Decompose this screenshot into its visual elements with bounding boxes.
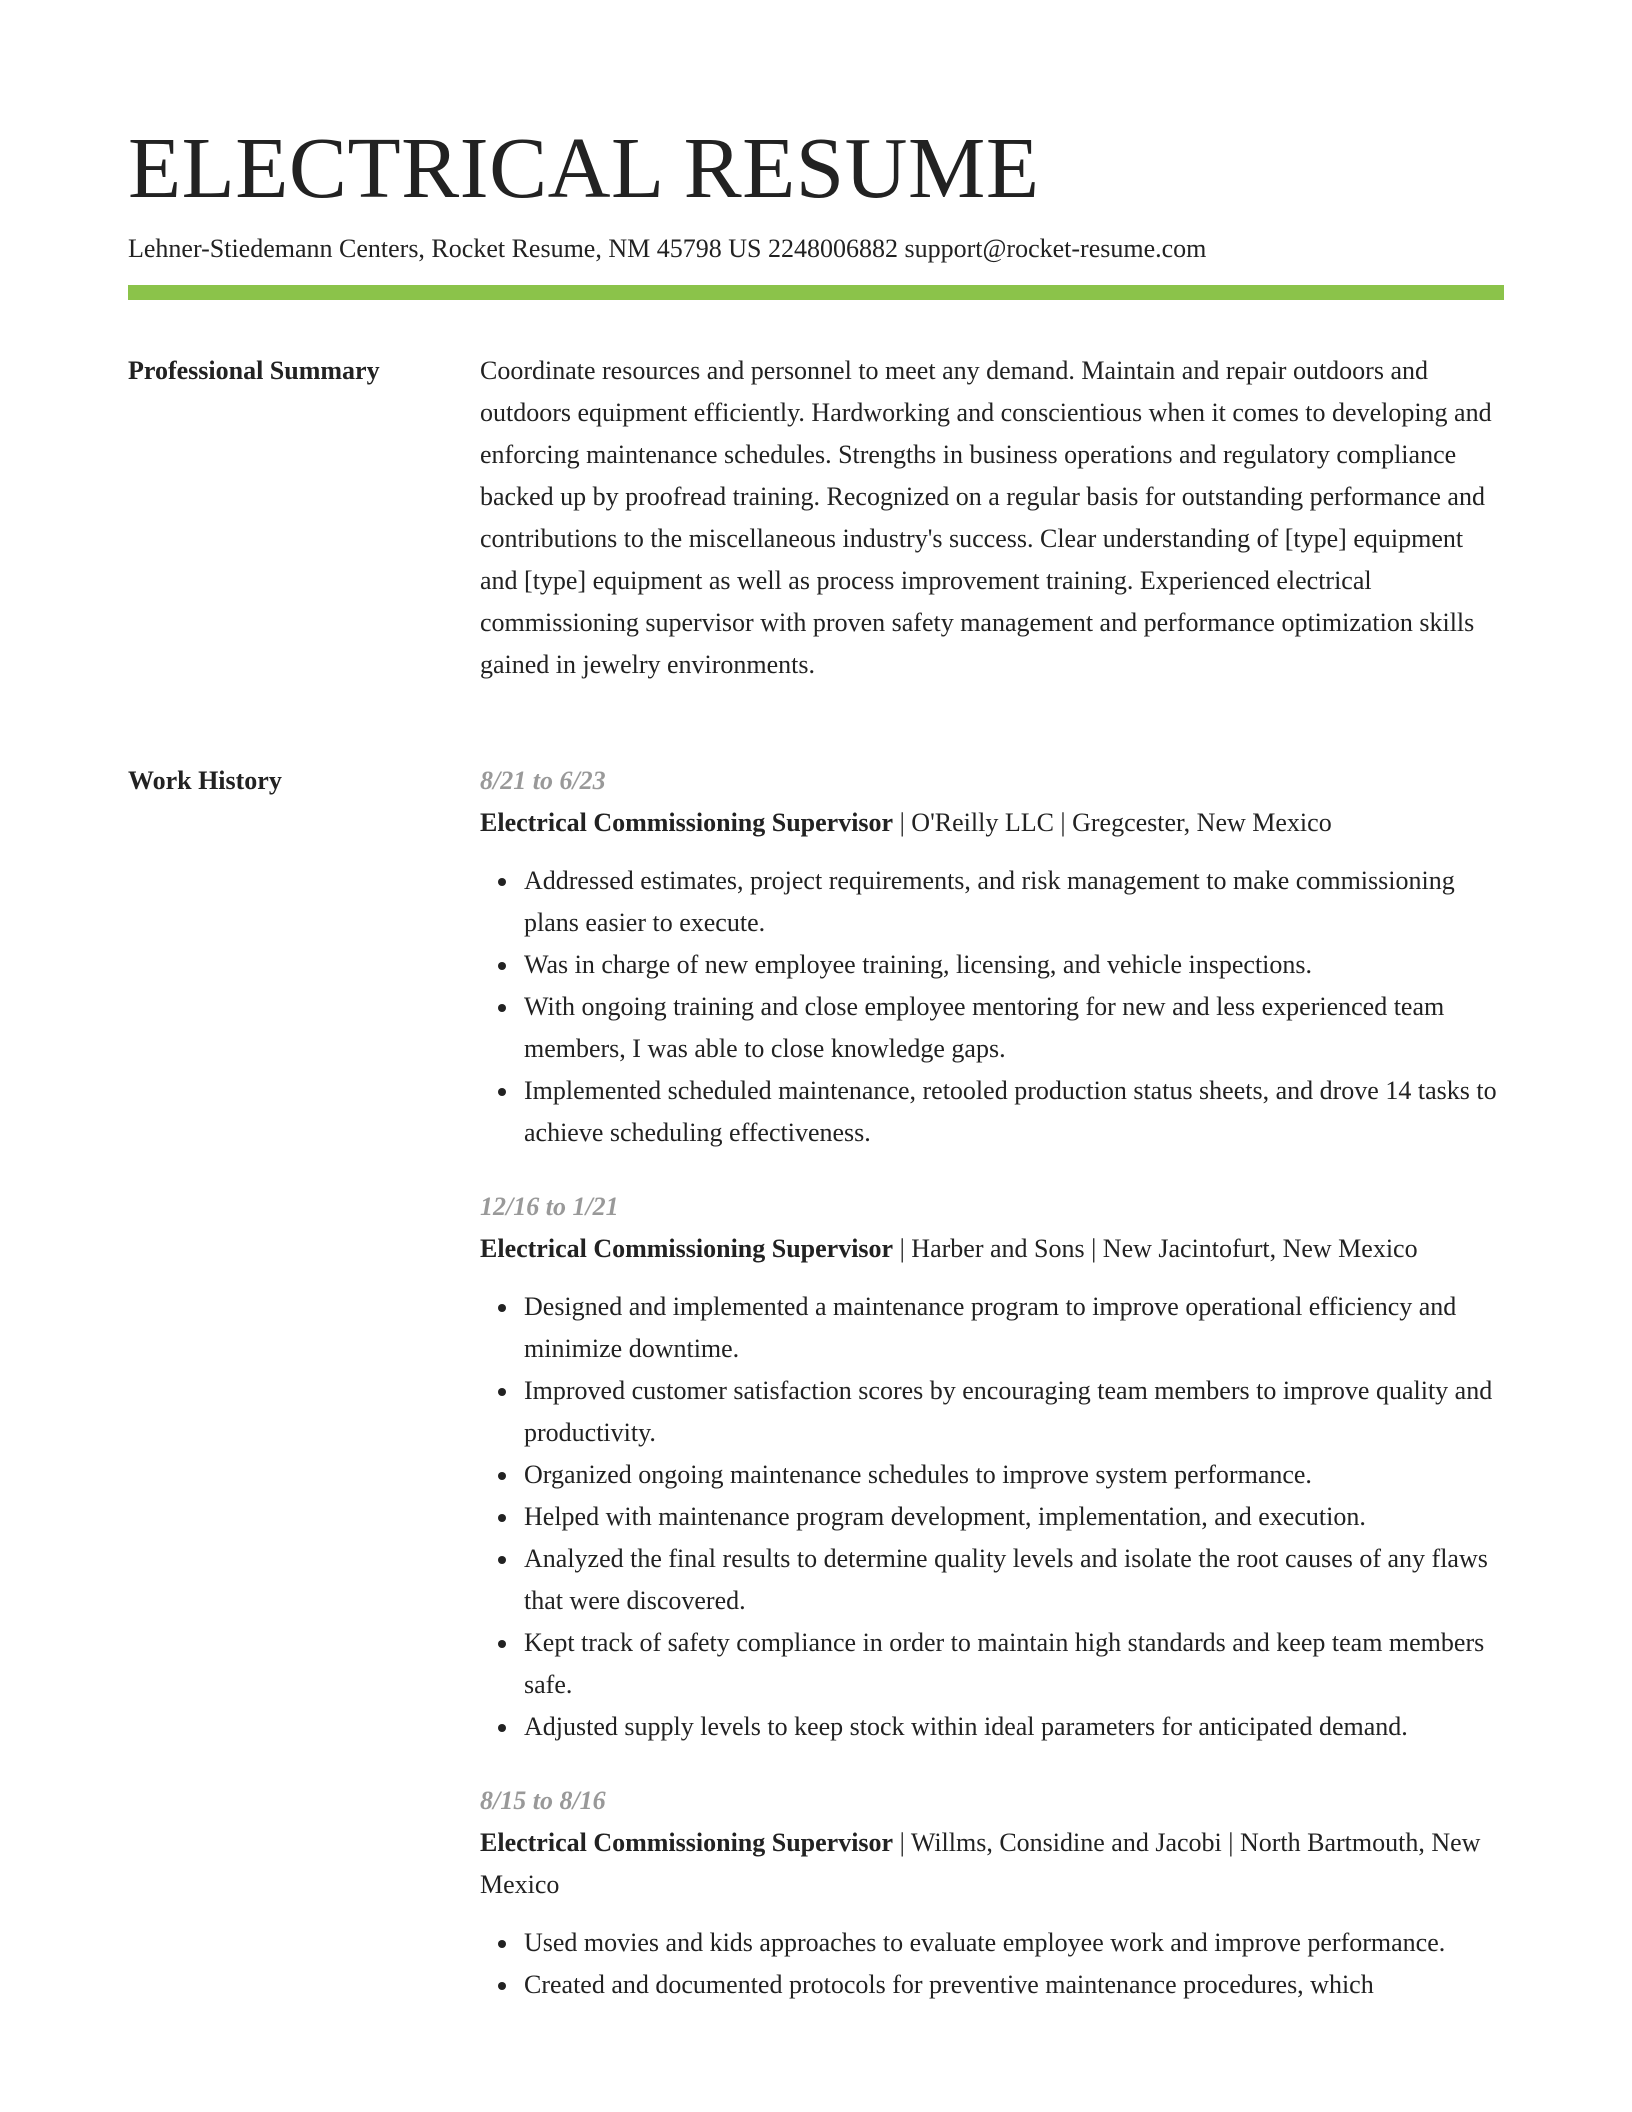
job-bullet: Helped with maintenance program development, implementation, and execution. xyxy=(524,1496,1504,1538)
resume-title: ELECTRICAL RESUME xyxy=(128,119,1040,216)
job-entry xyxy=(480,1780,1504,2006)
contact-line: Lehner-Stiedemann Centers, Rocket Resume, NM 45798 US 2248006882 support@rocket-resume.com xyxy=(128,234,1207,263)
job-bullet: Improved customer satisfaction scores by encouraging team members to improve quality and productivity. xyxy=(524,1370,1504,1454)
job-title: Electrical Commissioning Supervisor xyxy=(480,1234,894,1263)
job-bullet: Adjusted supply levels to keep stock within ideal parameters for anticipated demand. xyxy=(524,1706,1504,1748)
job-bullet: Used movies and kids approaches to evaluate employee work and improve performance. xyxy=(524,1922,1504,1964)
job-bullet: Was in charge of new employee training, licensing, and vehicle inspections. xyxy=(524,944,1504,986)
job-bullet: Organized ongoing maintenance schedules to improve system performance. xyxy=(524,1454,1504,1496)
job-bullet: Addressed estimates, project requirements, and risk management to make commissioning plans easier to execute. xyxy=(524,860,1504,944)
job-heading xyxy=(480,802,1504,844)
job-details: | Harber and Sons | New Jacintofurt, New Mexico xyxy=(893,1234,1418,1263)
job-heading xyxy=(480,1822,1504,1906)
job-bullets xyxy=(480,860,1504,1154)
job-dates: 8/15 to 8/16 xyxy=(480,1786,606,1815)
job-bullet: Designed and implemented a maintenance program to improve operational efficiency and minimize downtime. xyxy=(524,1286,1504,1370)
job-bullet: Kept track of safety compliance in order to maintain high standards and keep team members safe. xyxy=(524,1622,1504,1706)
job-bullets xyxy=(480,1286,1504,1748)
job-title: Electrical Commissioning Supervisor xyxy=(480,808,894,837)
job-bullet: Created and documented protocols for preventive maintenance procedures, which xyxy=(524,1964,1504,2006)
job-bullets xyxy=(480,1922,1504,2006)
section-label-work-history: Work History xyxy=(128,766,282,795)
job-details: | Willms, Considine and Jacobi | North Bartmouth, New Mexico xyxy=(480,1828,1481,1899)
section-label-summary: Professional Summary xyxy=(128,356,380,385)
summary-text: Coordinate resources and personnel to meet any demand. Maintain and repair outdoors and outdoors equipment efficiently. Hardworking and conscientious when it comes to developing and enforcing maintenance schedules. Strengths in business operations and regulatory compliance backed up by proofread training. Recognized on a regular basis for outstanding performance and contributions to the miscellaneous industry's success. Clear understanding of [type] equipment and [type] equipment as well as process improvement training. Experienced electrical commissioning supervisor with proven safety management and performance optimization skills gained in jewelry environments. xyxy=(480,356,1492,679)
job-bullet: Implemented scheduled maintenance, retooled production status sheets, and drove 14 tasks to achieve scheduling effectiveness. xyxy=(524,1070,1504,1154)
job-bullet: Analyzed the final results to determine quality levels and isolate the root causes of any flaws that were discovered. xyxy=(524,1538,1504,1622)
accent-divider xyxy=(128,285,1504,300)
work-history-list xyxy=(480,760,1504,2038)
job-bullet: With ongoing training and close employee mentoring for new and less experienced team members, I was able to close knowledge gaps. xyxy=(524,986,1504,1070)
job-entry xyxy=(480,760,1504,1154)
job-title: Electrical Commissioning Supervisor xyxy=(480,1828,894,1857)
job-dates: 12/16 to 1/21 xyxy=(480,1192,619,1221)
job-details: | O'Reilly LLC | Gregcester, New Mexico xyxy=(893,808,1332,837)
job-entry xyxy=(480,1186,1504,1748)
job-dates: 8/21 to 6/23 xyxy=(480,766,606,795)
job-heading xyxy=(480,1228,1504,1270)
